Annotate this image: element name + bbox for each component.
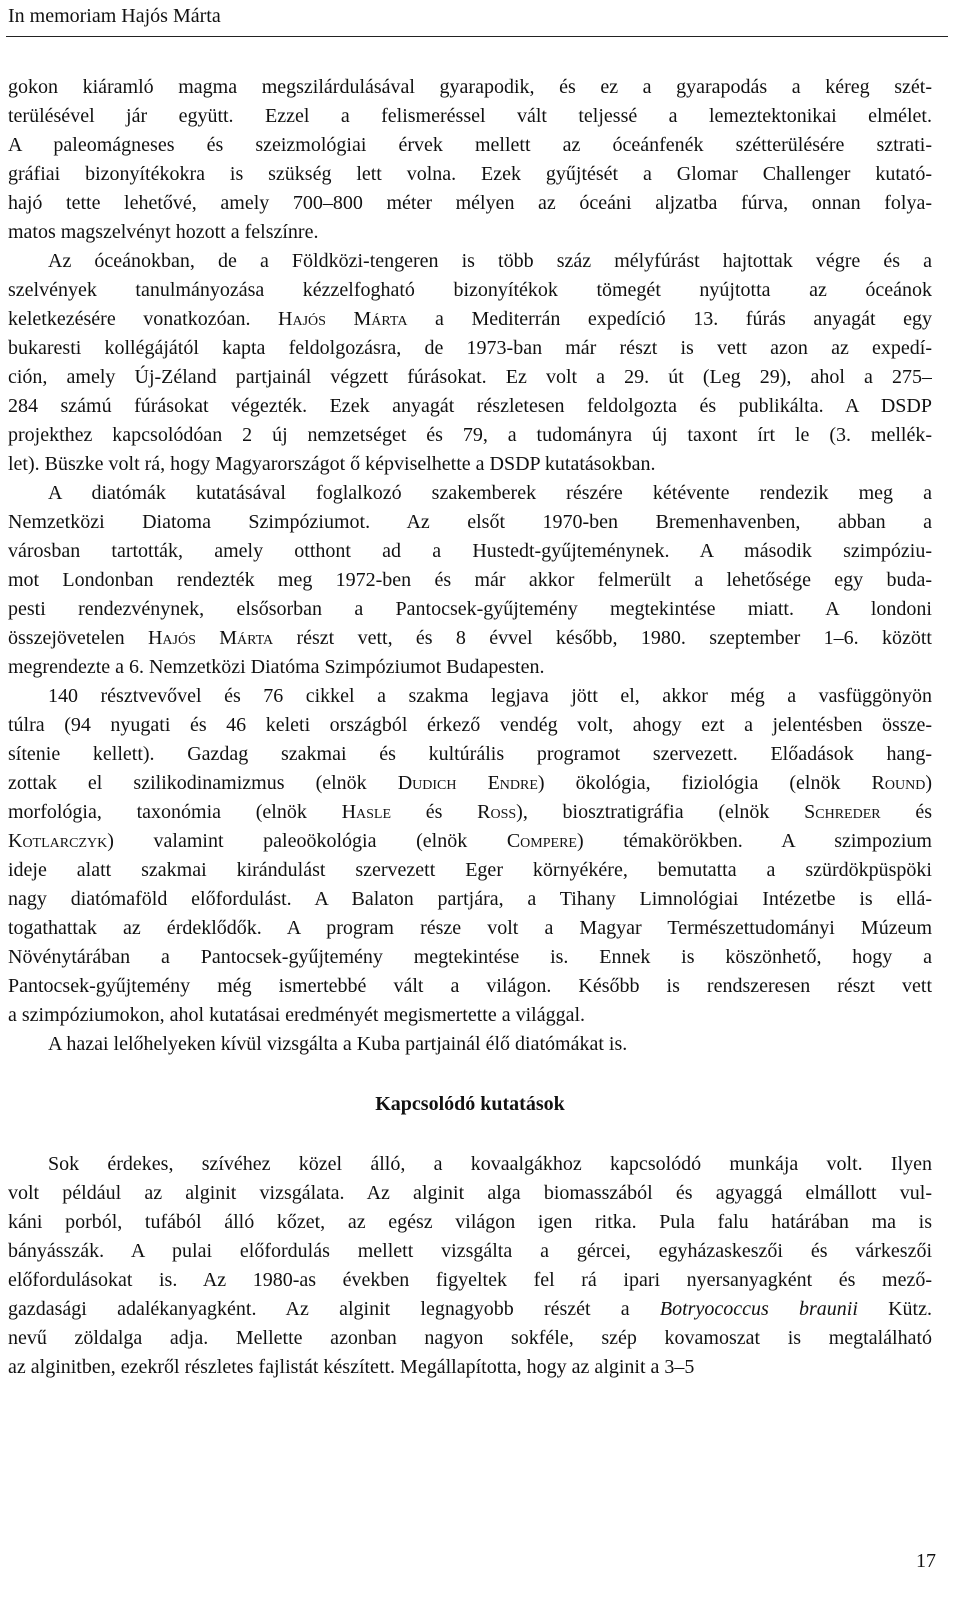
person-name: Schreder [804, 801, 881, 823]
text-line: togathattak az érdeklődők. A program része volt a Magyar Természettudományi Múzeum [8, 917, 932, 939]
running-header: In memoriam Hajós Márta [8, 5, 221, 27]
text-line: gazdasági adalékanyagként. Az alginit legnagyobb részét a Botryococcus braunii Kütz. [8, 1298, 932, 1320]
paragraph [8, 479, 932, 682]
text-line: bányásszák. A pulai előfordulás mellett vizsgálta a gércei, egyházaskeszői és várkeszői [8, 1240, 932, 1262]
text-line: mot Londonban rendezték meg 1972-ben és már akkor felmerült a lehetősége egy buda- [8, 569, 932, 591]
person-name: Ross [477, 801, 517, 823]
text-line: Kotlarczyk) valamint paleoökológia (elnök Compere) témakörökben. A szimpozium [8, 830, 932, 852]
text-line: projekthez kapcsolódóan 2 új nemzetséget és 79, a tudományra új taxont írt le (3. mellék- [8, 424, 932, 446]
person-name: Dudich Endre [397, 772, 538, 794]
text-line: hajó tette lehetővé, amely 700–800 méter mélyen az óceáni aljzatba fúrva, onnan folya- [8, 192, 932, 214]
text-line: megrendezte a 6. Nemzetközi Diatóma Szimpóziumot Budapesten. [8, 656, 545, 678]
person-name: Compere [506, 830, 577, 852]
person-name: Hajós Márta [278, 308, 408, 330]
text-line: 284 számú fúrásokat végezték. Ezek anyagát részletesen feldolgozta és publikálta. A DSDP [8, 395, 932, 417]
text-line: városban tartották, amely otthont ad a Hustedt-gyűjteménynek. A második szimpóziu- [8, 540, 932, 562]
text-line: A paleomágneses és szeizmológiai érvek mellett az óceánfenék szétterülésére sztrati- [8, 134, 932, 156]
text-line: bukaresti kollégájától kapta feldolgozásra, de 1973-ban már részt is vett azon az expedí- [8, 337, 932, 359]
person-name: Kotlarczyk [8, 830, 108, 852]
text-line: terülésével jár együtt. Ezzel a felismeréssel vált teljessé a lemeztektonikai elmélet. [8, 105, 932, 127]
person-name: Round [871, 772, 926, 794]
section-paragraph [8, 1150, 932, 1382]
text-line: ideje alatt szakmai kirándulást szervezett Eger környékére, bemutatta a szürdökpüspöki [8, 859, 932, 881]
paragraph [8, 73, 932, 247]
text-line: Nemzetközi Diatoma Szimpóziumot. Az elsőt 1970-ben Bremenhavenben, abban a [8, 511, 932, 533]
text-line: A diatómák kutatásával foglalkozó szakemberek részére kétévente rendezik meg a [48, 482, 932, 504]
text-line: Sok érdekes, szívéhez közel álló, a kovaalgákhoz kapcsolódó munkája volt. Ilyen [48, 1153, 932, 1175]
text-line: a szimpóziumokon, ahol kutatásai eredményét megismertette a világgal. [8, 1004, 586, 1026]
text-line: előfordulásokat is. Az 1980-as években figyeltek fel rá ipari nyersanyagként és mező- [8, 1269, 932, 1291]
text-line: nagy diatómaföld előfordulást. A Balaton partjára, a Tihany Limnológiai Intézetbe is ellá- [8, 888, 932, 910]
text-line: 140 résztvevővel és 76 cikkel a szakma legjava jött el, akkor még a vasfüggönyön [48, 685, 932, 707]
text-line: pesti rendezvénynek, elsősorban a Pantocsek-gyűjtemény megtekintése miatt. A londoni [8, 598, 932, 620]
text-line: keletkezésére vonatkozóan. Hajós Márta a Mediterrán expedíció 13. fúrás anyagát egy [8, 308, 932, 330]
text-line: Pantocsek-gyűjtemény még ismertebbé vált a világon. Később is rendszeresen részt vett [8, 975, 932, 997]
text-line: let). Büszke volt rá, hogy Magyarországot ő képviselhette a DSDP kutatásokban. [8, 453, 656, 475]
text-line: matos magszelvényt hozott a felszínre. [8, 221, 319, 243]
paragraph [8, 1030, 932, 1059]
text-line: az alginitben, ezekről részletes fajlistát készített. Megállapította, hogy az alginit a 3–5 [8, 1356, 695, 1378]
text-line: túlra (94 nyugati és 46 keleti országból érkező vendég volt, ahogy ezt a jelentésben össze- [8, 714, 932, 736]
main-text [8, 73, 932, 1382]
text-line: gráfiai bizonyítékokra is szükség lett volna. Ezek gyűjtését a Glomar Challenger kutató- [8, 163, 932, 185]
text-line: Az óceánokban, de a Földközi-tengeren is több száz mélyfúrást hajtottak végre és a [48, 250, 932, 272]
text-line: zottak el szilikodinamizmus (elnök Dudich Endre) ökológia, fiziológia (elnök Round) [8, 772, 932, 794]
page-number: 17 [916, 1550, 936, 1572]
text-line: sítenie kellett). Gazdag szakmai és kultúrális programot szervezett. Előadások hang- [8, 743, 932, 765]
text-line: káni porból, tufából álló kőzet, az egész világon igen ritka. Pula falu határában ma is [8, 1211, 932, 1233]
header-rule [6, 36, 948, 37]
paragraph [8, 682, 932, 1030]
species-name: Botryococcus braunii [659, 1298, 858, 1320]
text-line: A hazai lelőhelyeken kívül vizsgálta a Kuba partjainál élő diatómákat is. [48, 1033, 628, 1055]
text-line: ción, amely Új-Zéland partjainál végzett fúrásokat. Ez volt a 29. út (Leg 29), ahol a 275– [8, 366, 932, 388]
text-line: összejövetelen Hajós Márta részt vett, és 8 évvel később, 1980. szeptember 1–6. között [8, 627, 932, 649]
text-line: nevű zöldalga adja. Mellette azonban nagyon sokféle, szép kovamoszat is megtalálható [8, 1327, 932, 1349]
paragraphs [8, 73, 932, 1059]
text-line: szelvények tanulmányozása kézzelfogható bizonyítékok tömegét nyújtotta az óceánok [8, 279, 932, 301]
text-line: morfológia, taxonómia (elnök Hasle és Ross), biosztratigráfia (elnök Schreder és [8, 801, 932, 823]
person-name: Hasle [341, 801, 392, 823]
section-heading: Kapcsolódó kutatások [375, 1093, 565, 1115]
text-line: volt például az alginit vizsgálata. Az alginit alga biomasszából és agyaggá elmállott vul- [8, 1182, 932, 1204]
paragraph [8, 247, 932, 479]
person-name: Hajós Márta [147, 627, 274, 649]
text-line: Növénytárában a Pantocsek-gyűjtemény megtekintése is. Ennek is köszönhető, hogy a [8, 946, 932, 968]
text-line: gokon kiáramló magma megszilárdulásával gyarapodik, és ez a gyarapodás a kéreg szét- [8, 76, 932, 98]
